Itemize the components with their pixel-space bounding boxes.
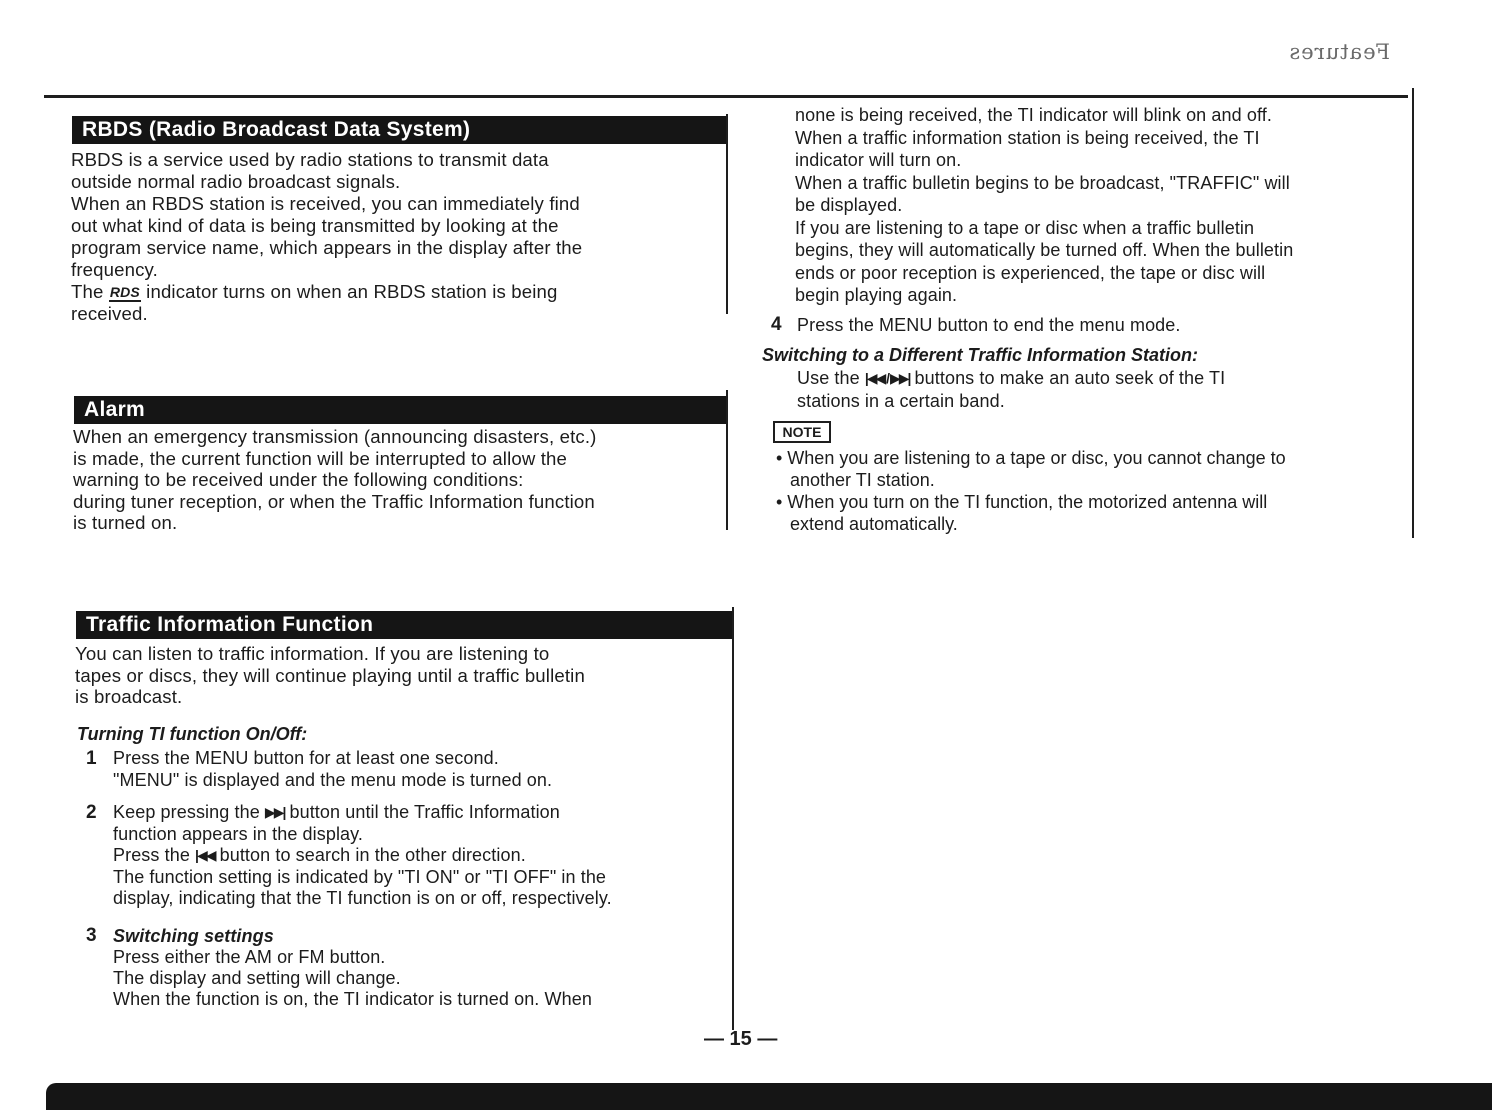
- continuation-line: If you are listening to a tape or disc when a traffic bulletin: [795, 217, 1255, 238]
- seek-buttons-icon: |◀◀ / ▶▶|: [864, 370, 910, 386]
- step2-line: function appears in the display.: [113, 823, 364, 844]
- rbds-line: outside normal radio broadcast signals.: [71, 171, 401, 192]
- note-label: NOTE: [773, 421, 831, 443]
- continuation-line: begin playing again.: [795, 285, 958, 305]
- switching-line: stations in a certain band.: [797, 391, 1005, 411]
- rbds-body: [71, 149, 582, 325]
- note-bullets: [776, 447, 1286, 535]
- note-line: • When you are listening to a tape or disc, you cannot change to: [776, 448, 1286, 468]
- subhead-turning-ti: Turning TI function On/Off:: [77, 724, 308, 744]
- switching-body: [797, 367, 1225, 413]
- switching-line: [797, 367, 1225, 390]
- traffic-intro-line: is broadcast.: [75, 686, 183, 707]
- continuation-line: When a traffic information station is being received, the TI: [795, 127, 1260, 148]
- step-number: 4: [771, 314, 782, 335]
- step3-body: [113, 926, 592, 1010]
- page-number: — 15 —: [704, 1028, 778, 1050]
- rbds-indicator-pre: The: [71, 281, 104, 302]
- step2-body: [113, 802, 612, 910]
- note-line: another TI station.: [790, 470, 935, 490]
- step2-line: display, indicating that the TI function is on or off, respectively.: [113, 888, 612, 908]
- switching-post: buttons to make an auto seek of the TI: [914, 368, 1226, 388]
- step2-line3-post: button to search in the other direction.: [219, 845, 526, 865]
- subhead-switching-station: Switching to a Different Traffic Information Station:: [762, 345, 1199, 365]
- section-title-traffic: Traffic Information Function: [76, 611, 732, 639]
- rbds-line: program service name, which appears in the display after the: [71, 237, 583, 258]
- step1-line: Press the MENU button for at least one second.: [113, 748, 499, 768]
- step1-line: "MENU" is displayed and the menu mode is turned on.: [113, 769, 553, 790]
- note-line: extend automatically.: [790, 514, 958, 534]
- rbds-line: RBDS is a service used by radio stations to transmit data: [71, 149, 549, 170]
- rbds-line: out what kind of data is being transmitted by looking at the: [71, 215, 559, 236]
- step3-line: The display and setting will change.: [113, 968, 401, 988]
- traffic-intro-line: tapes or discs, they will continue playing until a traffic bulletin: [75, 664, 585, 686]
- rbds-side-rule: [726, 114, 728, 314]
- traffic-intro-line: You can listen to traffic information. If you are listening to: [75, 643, 550, 664]
- header-mark: Features: [1288, 40, 1390, 64]
- step2-line: [113, 845, 612, 867]
- continuation-line: When a traffic bulletin begins to be broadcast, "TRAFFIC" will: [795, 172, 1290, 193]
- alarm-line: warning to be received under the following conditions:: [73, 469, 524, 490]
- alarm-body: [73, 426, 597, 534]
- next-track-icon: ▶▶|: [264, 804, 285, 820]
- traffic-side-rule: [732, 607, 734, 1030]
- alarm-line: during tuner reception, or when the Traffic Information function: [73, 490, 595, 512]
- bottom-bar: [46, 1083, 1492, 1110]
- step-number: 1: [86, 748, 97, 769]
- step4-body: Press the MENU button to end the menu mode.: [797, 315, 1181, 335]
- traffic-intro: [75, 643, 585, 708]
- switching-pre: Use the: [797, 368, 860, 388]
- step1-body: [113, 748, 552, 791]
- step2-line3-pre: Press the: [113, 845, 190, 865]
- step3-line: Press either the AM or FM button.: [113, 947, 386, 967]
- alarm-side-rule: [726, 390, 728, 530]
- step2-line: [113, 802, 612, 824]
- continuation-line: begins, they will automatically be turned off. When the bulletin: [795, 240, 1294, 260]
- rbds-line: frequency.: [71, 259, 158, 280]
- section-title-alarm: Alarm: [74, 396, 726, 424]
- rbds-logo-icon: RDS: [109, 284, 140, 300]
- continuation-line: ends or poor reception is experienced, the tape or disc will: [795, 262, 1266, 283]
- continuation-line: be displayed.: [795, 195, 903, 215]
- alarm-line: is made, the current function will be interrupted to allow the: [73, 447, 568, 469]
- section-title-rbds: RBDS (Radio Broadcast Data System): [72, 116, 726, 144]
- step-number: 2: [86, 802, 97, 823]
- right-column-rule: [1412, 88, 1414, 538]
- rbds-line: received.: [71, 303, 148, 324]
- step2-line: The function setting is indicated by "TI ON" or "TI OFF" in the: [113, 866, 607, 887]
- rbds-indicator-line: [71, 281, 582, 303]
- alarm-line: When an emergency transmission (announcing disasters, etc.): [73, 426, 597, 447]
- step2-line1-pre: Keep pressing the: [113, 802, 260, 822]
- step-number: 3: [86, 925, 97, 946]
- step3-title: Switching settings: [113, 926, 274, 946]
- right-continuation: [795, 104, 1293, 307]
- rbds-line: When an RBDS station is received, you can immediately find: [71, 193, 580, 214]
- top-rule: [44, 95, 1408, 98]
- continuation-line: indicator will turn on.: [795, 150, 962, 170]
- continuation-line: none is being received, the TI indicator will blink on and off.: [795, 105, 1272, 125]
- alarm-line: is turned on.: [73, 512, 178, 533]
- previous-track-icon: |◀◀: [195, 847, 215, 863]
- note-line: • When you turn on the TI function, the motorized antenna will: [776, 492, 1268, 512]
- step3-line: When the function is on, the TI indicator is turned on. When: [113, 989, 592, 1009]
- step2-line1-post: button until the Traffic Information: [289, 802, 560, 822]
- rbds-indicator-post: indicator turns on when an RBDS station is being: [146, 281, 558, 302]
